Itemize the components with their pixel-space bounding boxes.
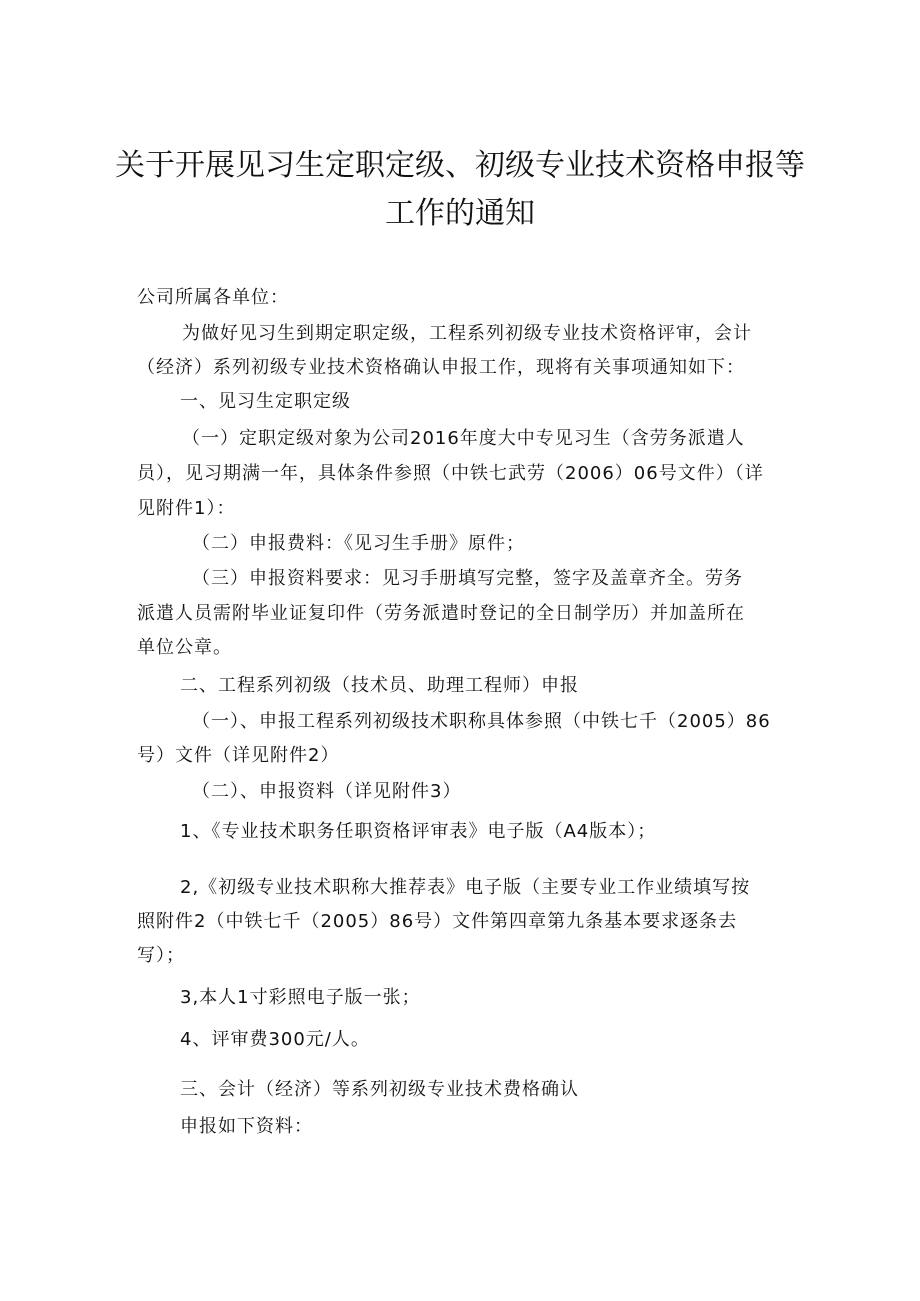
section-1-item-3-line-3: 单位公章。 (137, 637, 232, 658)
intro-line-2: （经济）系列初级专业技术资格确认申报工作，现将有关事项通知如下： (137, 357, 745, 378)
list-item-2-line-1: 2,《初级专业技术职称大推荐表》电子版（主要专业工作业绩填写按 (180, 877, 751, 898)
section-3-subheading: 申报如下资料： (180, 1116, 313, 1137)
intro-line-1: 为做好见习生到期定职定级，工程系列初级专业技术资格评审，会计 (182, 323, 752, 344)
section-1-item-2: （二）申报费料：《见习生手册》原件； (192, 533, 525, 554)
list-item-4: 4、评审费300元/人。 (180, 1029, 370, 1050)
section-2-item-1-line-2: 号）文件（详见附件2） (137, 745, 340, 766)
list-item-3: 3,本人1寸彩照电子版一张； (180, 987, 421, 1008)
list-item-2-line-2: 照附件2（中铁七千（2005）86号）文件第四章第九条基本要求逐条去 (137, 911, 738, 932)
salutation: 公司所属各单位： (137, 287, 289, 308)
section-1-item-1-line-2: 员），见习期满一年，具体条件参照（中铁七武劳（2006）06号文件）（详 (137, 463, 764, 484)
section-2-item-1-line-1: （一）、申报工程系列初级技术职称具体参照（中铁七千（2005）86 (192, 711, 771, 732)
section-2-heading: 二、工程系列初级（技术员、助理工程师）申报 (180, 675, 579, 696)
section-1-item-1-line-3: 见附件1）： (137, 498, 236, 519)
document-title-line-2: 工作的通知 (385, 196, 535, 231)
section-3-heading: 三、会计（经济）等系列初级专业技术费格确认 (180, 1079, 579, 1100)
section-1-item-1-line-1: （一）定职定级对象为公司2016年度大中专见习生（含劳务派遣人 (182, 428, 745, 449)
section-1-item-3-line-1: （三）申报资料要求：见习手册填写完整，签字及盖章齐全。劳务 (192, 568, 743, 589)
section-1-item-3-line-2: 派遣人员需附毕业证复印件（劳务派遣时登记的全日制学历）并加盖所在 (137, 603, 745, 624)
document-title-line-1: 关于开展见习生定职定级、初级专业技术资格申报等 (115, 148, 805, 183)
list-item-2-line-3: 写）； (137, 945, 185, 966)
list-item-1: 1、《专业技术职务任职资格评审表》电子版（A4版本）； (180, 821, 657, 842)
section-1-heading: 一、见习生定职定级 (180, 391, 351, 412)
section-2-item-2: （二）、申报资料（详见附件3） (192, 781, 462, 802)
